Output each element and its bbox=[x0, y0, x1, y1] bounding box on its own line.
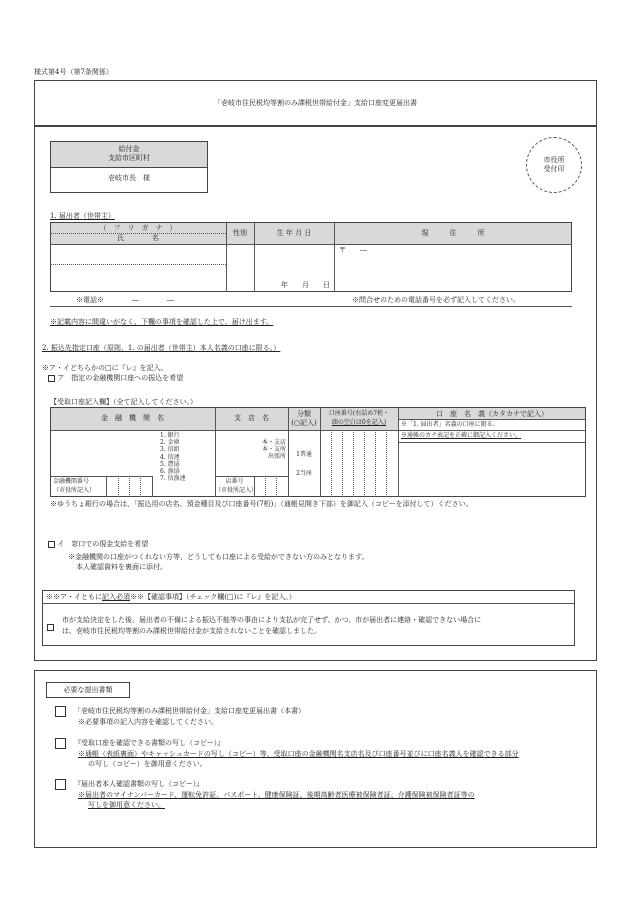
doc-checkbox[interactable] bbox=[55, 779, 66, 790]
doc-item-2-line1: 『受取口座を確認できる書類の写し（コピー）』 bbox=[74, 739, 225, 747]
main-form-frame bbox=[34, 126, 597, 661]
address-label: 現 住 所 bbox=[421, 229, 485, 237]
bank-type[interactable]: 5. 農協 bbox=[160, 460, 180, 468]
bank-type[interactable]: 2. 金庫 bbox=[160, 439, 180, 447]
account-holder-input[interactable] bbox=[399, 443, 585, 496]
confirm-header-post: ※※【確認事項】（チェック欄(□)に『レ』を記入。） bbox=[130, 593, 296, 601]
branch-type-list bbox=[254, 439, 286, 461]
required-docs-title-box bbox=[46, 682, 130, 698]
doc-item-1-line1: 「壱岐市住民税均等割のみ課税世帯給付金」支給口座変更届出書（本書） bbox=[74, 707, 305, 715]
form-number: 様式第4号（第7条関係） bbox=[34, 68, 113, 76]
bank-type[interactable]: 1. 銀行 bbox=[160, 432, 180, 439]
option-b-note-2: 本人確認資料を裏面に添付。 bbox=[76, 563, 167, 571]
confirmation-checkbox[interactable] bbox=[47, 624, 54, 631]
required-docs-title: 必要な提出書類 bbox=[63, 686, 113, 694]
confirm-text-2: は、壱岐市住民税均等割のみ課税世帯給付金が支給されないことを確認しました。 bbox=[62, 627, 321, 635]
branch-type[interactable]: 出張所 bbox=[267, 453, 286, 461]
name-label: 氏 名 bbox=[117, 234, 159, 242]
municipality-header-2: 支給市区町村 bbox=[108, 154, 150, 162]
dob-input[interactable] bbox=[255, 245, 333, 291]
section1-heading: 1. 届出者（世帯主） bbox=[50, 212, 115, 220]
municipality-box bbox=[50, 141, 208, 193]
bank-code-input[interactable] bbox=[107, 477, 151, 496]
option-a-row bbox=[48, 374, 183, 383]
phone-label: ※電話※ ― ― bbox=[76, 296, 174, 304]
doc-item-3-line1: 『届出者本人確認書類の写し（コピー）』 bbox=[74, 780, 204, 788]
bank-name-input[interactable] bbox=[51, 431, 151, 475]
doc-checkbox[interactable] bbox=[55, 738, 66, 749]
bank-code-label-2: （市役所記入） bbox=[53, 487, 96, 494]
name-input[interactable] bbox=[51, 265, 225, 291]
dob-label: 生 年 月 日 bbox=[276, 229, 312, 237]
title-box bbox=[34, 80, 597, 126]
branch-code-label-2: （市役所記入） bbox=[215, 487, 258, 494]
account-number-input[interactable] bbox=[321, 431, 397, 496]
yucho-note: ※ゆうちょ銀行の場合は、「振込用の店名、預金種目及び口座番号(7桁)」（通帳見開き下部）を御記入（コピーを添付して）ください。 bbox=[50, 500, 473, 508]
section2-heading: 2. 振込先指定口座（原則、1. の届出者（世帯主）本人名義の口座に限る。） bbox=[42, 344, 281, 352]
addressee: 壱岐市長 様 bbox=[108, 174, 150, 182]
furigana-input[interactable] bbox=[51, 245, 225, 263]
phone-input[interactable] bbox=[112, 294, 242, 305]
option-b-row bbox=[48, 540, 148, 549]
reception-stamp-area bbox=[526, 137, 582, 193]
option-a-checkbox[interactable] bbox=[48, 375, 55, 382]
holder-note-2: ※通帳のカナ表記を正確に御記入ください。 bbox=[401, 432, 522, 439]
branch-name-input[interactable] bbox=[216, 431, 256, 475]
gender-label: 性別 bbox=[233, 229, 247, 237]
col-type-1: 分類 bbox=[297, 410, 311, 418]
account-type-current[interactable]: 2当座 bbox=[296, 470, 312, 477]
option-instruction: ※ア・イどちらかの□に『レ』を記入。 bbox=[42, 364, 168, 372]
dob-units: 年 月 日 bbox=[281, 281, 330, 289]
branch-type[interactable]: 本・支所 bbox=[261, 446, 286, 454]
option-a-label: ア 指定の金融機関口座への振込を希望 bbox=[57, 374, 184, 382]
confirm-header-pre: ※※ア・イともに bbox=[46, 593, 102, 601]
account-type-regular[interactable]: 1普通 bbox=[296, 451, 312, 458]
municipality-header-1: 給付金 bbox=[118, 145, 140, 153]
doc-item-3-line3: 写しを御用意ください。 bbox=[88, 801, 165, 809]
col-account-1: 口座番号(右詰め7桁・ bbox=[328, 410, 390, 417]
holder-note-1: ※「1. 届出者」名義の口座に限る。 bbox=[401, 421, 499, 428]
col-holder: 口 座 名 義（カタカナで記入） bbox=[436, 410, 548, 418]
col-bank-name: 金 融 機 関 名 bbox=[101, 414, 164, 422]
form-title: 「壱岐市住民税均等割のみ課税世帯給付金」支給口座変更届出書 bbox=[214, 99, 417, 107]
confirm-text-1: 市が支給決定をした後、届出者の不備による振込不能等の事由により支払が完了せず、かつ、市が届出者に連絡・確認できない場合に bbox=[62, 616, 482, 624]
postal-mark: 〒 ― bbox=[339, 246, 367, 254]
doc-item-1-line2: ※必要事項の記入内容を確認してください。 bbox=[78, 718, 218, 726]
bank-type-list bbox=[160, 432, 186, 482]
option-b-checkbox[interactable] bbox=[48, 541, 55, 548]
col-account-2: 頭の空白は0を記入) bbox=[331, 419, 387, 426]
doc-item-3-line2: ※届出者のマイナンバーカード、運転免許証、パスポート、健康保険証、後期高齢者医療被保険者証、介護保険被保険者証等の bbox=[78, 791, 475, 799]
col-branch-name: 支 店 名 bbox=[234, 414, 269, 422]
bank-type[interactable]: 3. 信組 bbox=[160, 446, 180, 454]
option-b-label: イ 窓口での現金支給を希望 bbox=[57, 540, 149, 548]
branch-code-label-1: 店番号 bbox=[225, 478, 244, 485]
bank-type[interactable]: 6. 漁協 bbox=[160, 467, 180, 475]
doc-item-2-line3: の写し（コピー）を御用意ください。 bbox=[88, 760, 207, 768]
phone-note: ※問合せのための電話番号を必ず記入してください。 bbox=[352, 296, 520, 304]
gender-input[interactable] bbox=[227, 245, 253, 291]
address-input[interactable] bbox=[335, 245, 571, 291]
branch-type[interactable]: 本・支店 bbox=[261, 439, 286, 446]
doc-checkbox[interactable] bbox=[55, 706, 66, 717]
confirmation-header bbox=[46, 593, 296, 602]
bank-code-label-1: 金融機関番号 bbox=[53, 478, 90, 485]
bank-type[interactable]: 7. 信漁連 bbox=[160, 475, 186, 483]
option-b-note-1: ※金融機関の口座がつくれない方等、どうしても口座による受給ができない方のみとなります。 bbox=[68, 553, 369, 561]
branch-code-input[interactable] bbox=[255, 477, 287, 496]
doc-item-2-line2: ※通帳（表紙裏面）やキャッシュカードの写し（コピー）等、受取口座の金融機関名支店名及び口座番号並びに口座名義人を確認できる部分 bbox=[78, 750, 519, 758]
stamp-label: 市役所 受付印 bbox=[543, 156, 565, 173]
confirm-note: ※記載内容に間違いがなく、下欄の事項を確認した上で、届け出ます。 bbox=[50, 318, 274, 326]
furigana-label: （ フ リ ガ ナ ） bbox=[99, 224, 177, 232]
col-type-2: (○記入) bbox=[291, 419, 317, 427]
account-table-caption: 【受取口座記入欄】（全て記入してください。） bbox=[50, 398, 197, 406]
confirm-header-em: 記入必須 bbox=[102, 593, 130, 601]
bank-type[interactable]: 4. 信連 bbox=[160, 453, 180, 461]
